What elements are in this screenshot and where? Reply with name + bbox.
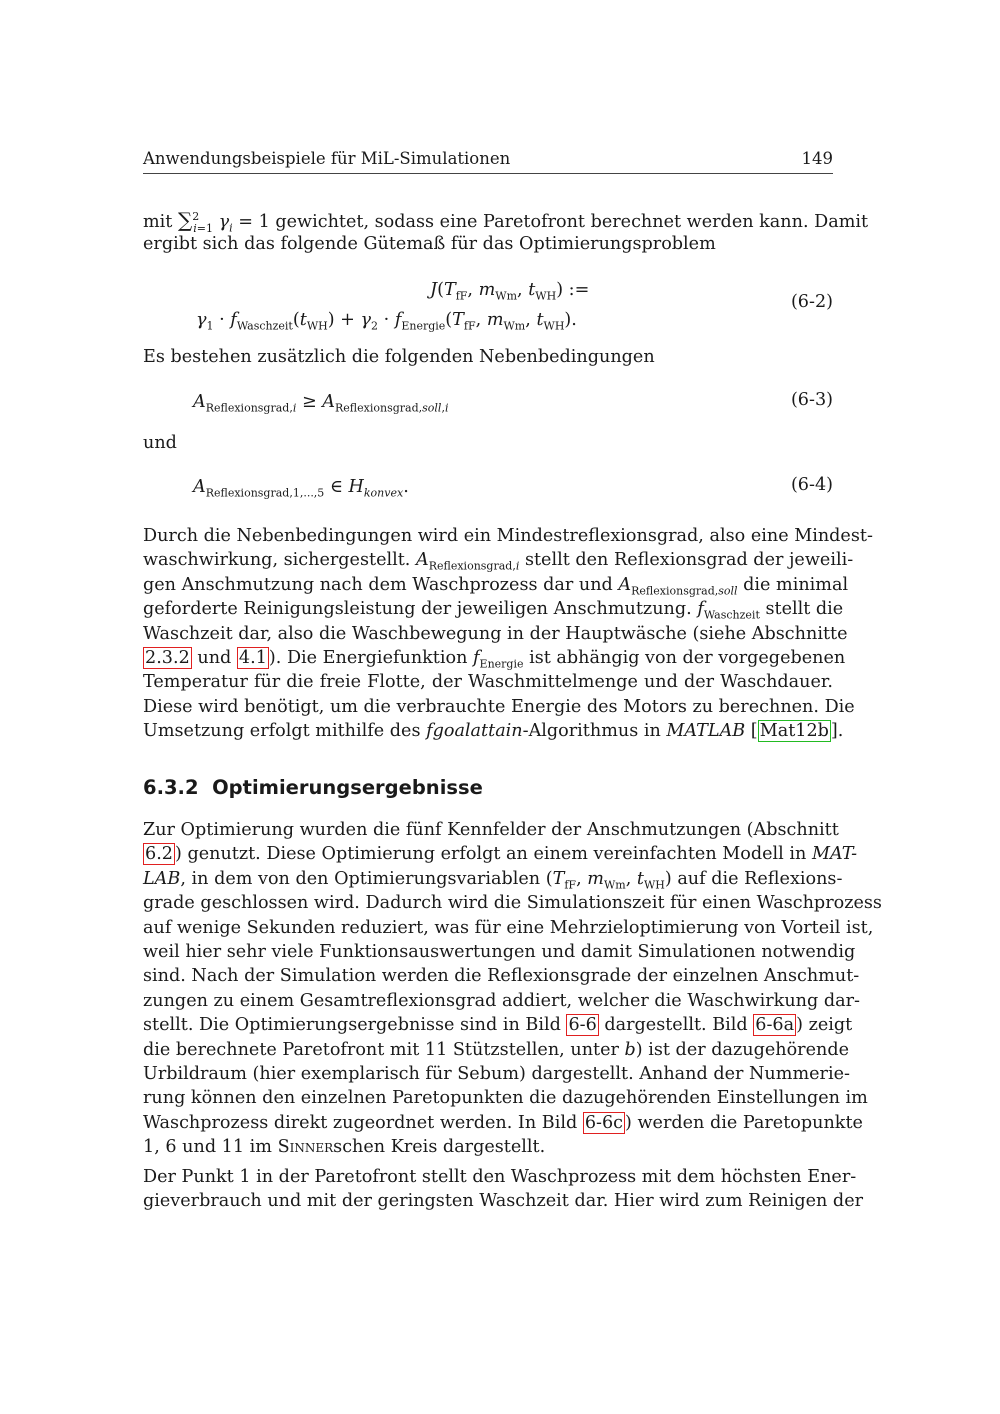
text-line: Umsetzung erfolgt mithilfe des fgoalattain-Algorithmus in MATLAB [ Mat12b ]. <box>143 721 844 742</box>
figure-link-6-6[interactable]: 6-6 <box>568 1015 597 1036</box>
paragraph-pareto-point-1 <box>143 1165 864 1214</box>
text-line: 1, 6 und 11 im Sinnerschen Kreis dargestellt. <box>143 1137 546 1158</box>
paragraph-und <box>143 431 833 455</box>
text-line: Diese wird benötigt, um die verbrauchte Energie des Motors zu berechnen. Die <box>143 696 855 717</box>
equation-6-3: $A_{Reflexionsgrad,i} \ge A_{Reflexionsgrad,soll,i}$ <box>193 392 449 415</box>
text-line: weil hier sehr viele Funktionsauswertungen und damit Simulationen notwendig <box>143 941 856 962</box>
text-line: Urbildraum (hier exemplarisch für Sebum) dargestellt. Anhand der Nummerie- <box>143 1063 850 1084</box>
text-line: gieverbrauch und mit der geringsten Waschzeit dar. Hier wird zum Reinigen der <box>143 1191 864 1212</box>
text-line: 2.3.2 und 4.1 ). Die Energiefunktion $f_{Energie}$ ist abhängig von der vorgegebenen <box>145 647 846 671</box>
section-title: Optimierungsergebnisse <box>212 776 483 799</box>
equation-6-2-line2: $\gamma_1 \cdot f_{Waschzeit}(t_{WH}) + \gamma_2 \cdot f_{Energie}(T_{fF}$, $m_{Wm}$, $t_{WH}$). <box>196 310 577 333</box>
equation-6-2-line1: $J(T_{fF}$, $m_{Wm}$, $t_{WH}$) := <box>430 280 590 303</box>
paragraph-constraints-intro <box>143 345 833 369</box>
text-line: auf wenige Sekunden reduziert, was für eine Mehrzieloptimierung von Vorteil ist, <box>143 917 874 938</box>
text-line: rung können den einzelnen Paretopunkten die dazugehörenden Einstellungen im <box>143 1088 868 1109</box>
text-line: Temperatur für die freie Flotte, der Waschmittelmenge und der Waschdauer. <box>143 672 833 693</box>
text-line: Es bestehen zusätzlich die folgenden Nebenbedingungen <box>143 347 655 367</box>
section-number: 6.3.2 <box>143 776 199 799</box>
text-line: LAB, in dem von den Optimierungsvariablen ($T_{fF}$, $m_{Wm}$, $t_{WH}$) auf die Reflexions- <box>143 868 843 892</box>
equation-6-4: $A_{Reflexionsgrad,1,...,5}$ ∈ $H_{konvex}$. <box>193 477 409 500</box>
paragraph-weighting <box>143 208 869 257</box>
text-line: 6.2 ) genutzt. Diese Optimierung erfolgt an einem vereinfachten Modell in MAT- <box>145 844 858 865</box>
text-line: sind. Nach der Simulation werden die Reflexionsgrade der einzelnen Anschmut- <box>143 966 860 987</box>
equation-number: (6-4) <box>790 475 833 495</box>
text-line: mit ∑$^2_{i=1}$ $\gamma_i = 1$ gewichtet, sodass eine Paretofront berechnet werden kann. Damit <box>143 208 869 235</box>
paragraph-optimization-results <box>143 818 882 1159</box>
text-line: Durch die Nebenbedingungen wird ein Mindestreflexionsgrad, also eine Mindest- <box>143 526 873 546</box>
citation-link-mat12b[interactable]: Mat12b <box>759 721 829 742</box>
text-line: stellt. Die Optimierungsergebnisse sind in Bild 6-6 dargestellt. Bild 6-6a ) zeigt <box>143 1015 853 1036</box>
text-line: Der Punkt 1 in der Paretofront stellt den Waschprozess mit dem höchsten Ener- <box>143 1167 857 1187</box>
page-number: 149 <box>801 149 833 168</box>
running-header <box>143 149 833 174</box>
figure-link-6-6c[interactable]: 6-6c <box>584 1112 624 1133</box>
paragraph-constraints-explanation <box>143 524 873 744</box>
section-link-2-3-2[interactable]: 2.3.2 <box>145 647 190 668</box>
text-line: Zur Optimierung wurden die fünf Kennfelder der Anschmutzungen (Abschnitt <box>143 820 839 840</box>
text-line: gen Anschmutzung nach dem Waschprozess dar und $A_{Reflexionsgrad,soll}$ die minimal <box>143 574 849 598</box>
section-heading <box>143 776 483 799</box>
text-line: geforderte Reinigungsleistung der jeweiligen Anschmutzung. $f_{Waschzeit}$ stellt die <box>143 599 844 622</box>
text-line: zungen zu einem Gesamtreflexionsgrad addiert, welcher die Waschwirkung dar- <box>143 990 860 1011</box>
equation-number: (6-2) <box>790 292 833 312</box>
figure-link-6-6a[interactable]: 6-6a <box>755 1015 795 1036</box>
text-line: und <box>143 433 177 453</box>
text-line: Waschprozess direkt zugeordnet werden. In Bild 6-6c ) werden die Paretopunkte <box>143 1112 863 1133</box>
text-line: Waschzeit dar, also die Waschbewegung in der Hauptwäsche (siehe Abschnitte <box>143 623 848 644</box>
text-line: grade geschlossen wird. Dadurch wird die Simulationszeit für einen Waschprozess <box>143 893 882 914</box>
equation-number: (6-3) <box>790 390 833 410</box>
section-link-4-1[interactable]: 4.1 <box>238 647 267 668</box>
text-line: waschwirkung, sichergestellt. $A_{Reflexionsgrad,i}$ stellt den Reflexionsgrad der jeweili- <box>143 550 854 573</box>
header-title: Anwendungsbeispiele für MiL-Simulationen <box>143 149 511 168</box>
text-line: ergibt sich das folgende Gütemaß für das Optimierungsproblem <box>143 234 716 255</box>
text-line: die berechnete Paretofront mit 11 Stützstellen, unter b) ist der dazugehörende <box>143 1039 850 1060</box>
section-link-6-2[interactable]: 6.2 <box>145 844 173 865</box>
